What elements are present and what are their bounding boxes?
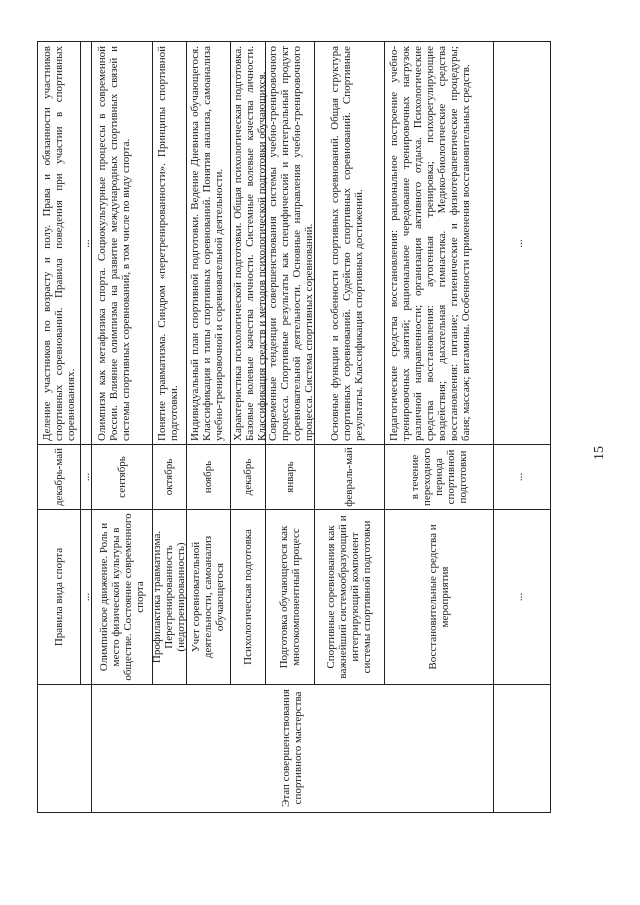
stage-cell xyxy=(94,688,490,808)
topic-cell xyxy=(316,513,382,681)
time-cell xyxy=(386,447,491,507)
topic-text: Олимпийское движение. Роль и место физической культуры в обществе. Состояние современного спорта xyxy=(98,513,146,681)
topic-cell xyxy=(151,513,187,681)
time-cell xyxy=(154,447,184,507)
topic-text: Подготовка обучающегося как многокомпонентный процесс xyxy=(277,525,302,669)
topic-cell: ... xyxy=(513,592,525,602)
topic-cell: ... xyxy=(80,592,92,602)
topic-cell xyxy=(267,513,312,681)
topic-text: Правила вида спорта xyxy=(53,547,65,647)
content-cell: Основные функции и особенности спортивных соревнований. Общая структура спортивных соревнований. Судейство спортивных соревнований. Спортивные результаты. Классификация спортивных достижений. xyxy=(329,46,365,441)
time-text: декабрь-май xyxy=(53,448,65,506)
time-cell xyxy=(188,447,228,507)
time-text: декабрь xyxy=(241,458,254,496)
time-cell xyxy=(267,447,312,507)
topic-text: Спортивные соревнования как важнейший системообразующий и интегрирующий компонент системы спортивной подготовки xyxy=(325,515,373,679)
time-text: январь xyxy=(283,461,296,493)
content-cell: Характеристика психологической подготовки. Общая психологическая подготовка. Базовые волевые качества личности. Системные волевые качества личности. Классификация средств и методов психологической подготовки обучающихся. xyxy=(232,46,268,441)
program-table xyxy=(37,41,551,813)
col-line xyxy=(38,444,550,445)
time-cell xyxy=(232,447,263,507)
content-cell: Деление участников по возрасту и полу. Права и обязанности участников спортивных соревнований. Правила поведения при участии в спортивных соревнованиях. xyxy=(41,46,77,441)
time-text: февраль-май xyxy=(343,447,355,507)
page-number: 15 xyxy=(592,446,607,460)
topic-cell xyxy=(40,513,78,681)
stage-dots-top xyxy=(52,688,64,808)
topic-cell xyxy=(94,513,150,681)
topic-cell xyxy=(188,513,228,681)
row-line xyxy=(230,42,231,685)
col-line xyxy=(38,684,550,685)
col-line xyxy=(38,509,550,510)
content-cell: ... xyxy=(80,239,92,248)
topic-cell xyxy=(232,513,263,681)
time-cell: ... xyxy=(513,472,525,482)
topic-text: Психологическая подготовка xyxy=(241,529,254,665)
row-line xyxy=(384,42,385,685)
topic-text: Учет соревновательной деятельности, самоанализ обучающегося xyxy=(190,535,226,659)
topic-text: Восстановительные средства и мероприятия xyxy=(426,524,451,670)
content-cell: Индивидуальный план спортивной подготовки. Ведение Дневника обучающегося. Классификация и типы спортивных соревнований. Понятия анализа, самоанализа учебно-тренировочной и соревновательной деятельности. xyxy=(189,46,225,441)
time-text: в течение переходного периода спортивной подготовки xyxy=(408,448,469,506)
time-cell: ... xyxy=(80,472,92,482)
topic-text: Профилактика травматизма. Перетренированность (недотренированность) xyxy=(151,530,187,664)
time-text: ноябрь xyxy=(202,460,214,494)
stage-label: Этап совершенствования спортивного мастерства xyxy=(280,689,304,807)
time-text: октябрь xyxy=(163,458,175,496)
row-line xyxy=(493,42,494,812)
content-cell: Современные тенденции совершенствования системы учебно-тренировочного процесса. Спортивные результаты как специфический и интегральный продукт соревновательной деятельности. Основные направления учебно-тренировочного процесса. Система спортивных соревнований. xyxy=(267,46,315,441)
time-cell xyxy=(94,447,150,507)
time-cell xyxy=(40,447,78,507)
content-cell: ... xyxy=(513,239,525,248)
content-cell: Педагогические средства восстановления: рациональное построение учебно-тренировочных занятий; рациональное чередование тренировочных нагрузок различной направленности; организация активного отдыха. Психологические средства восстановления: аутогенная тренировка; психорегулирующие воздействия; дыхательная гимнастика. Медико-биологические средства восстановления: питание; гигиенические и физиотерапевтические процедуры; баня; массаж; витамины. Особенности применения восстановительных средств. xyxy=(388,46,472,441)
content-cell: Олимпизм как метафизика спорта. Социокультурные процессы в современной России. Влияние олимпизма на развитие международных спортивных связей и системы спортивных соревнований, в том числе по виду спорта. xyxy=(96,46,132,441)
topic-cell xyxy=(386,513,491,681)
time-text: сентябрь xyxy=(116,456,128,498)
content-cell: Понятие травматизма. Синдром «перетренированности». Принципы спортивной подготовки. xyxy=(156,46,180,441)
time-cell xyxy=(316,447,382,507)
